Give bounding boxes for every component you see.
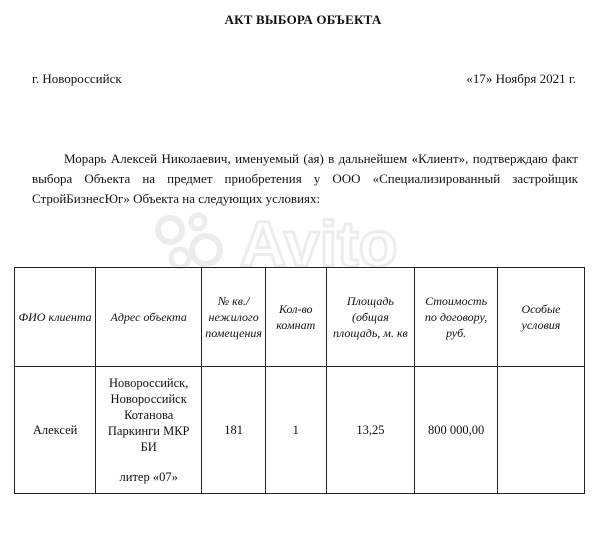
cell-rooms: 1: [265, 367, 326, 494]
intro-line-3: СтройБизнесЮг» Объекта на следующих условиях:: [32, 191, 321, 206]
header-unit-number: № кв./нежилого помещения: [202, 268, 266, 367]
table-header-row: [15, 268, 585, 367]
table-row: [15, 367, 585, 494]
header-address: Адрес объекта: [96, 268, 202, 367]
svg-text:Avito: Avito: [240, 208, 398, 280]
header-area: Площадь (общая площадь, м. кв: [326, 268, 415, 367]
intro-line-2: выбора Объекта на предмет приобретения у ООО «Специализированный застройщик: [32, 171, 578, 186]
cell-unit-number: 181: [202, 367, 266, 494]
cell-area: 13,25: [326, 367, 415, 494]
cell-special-terms: [497, 367, 584, 494]
cell-price: 800 000,00: [415, 367, 498, 494]
header-special-terms: Особые условия: [497, 268, 584, 367]
city-label: г. Новороссийск: [32, 71, 122, 86]
cell-address: Новороссийск, Новороссийск Котанова Паркинги МКР БИ литер «07»: [96, 367, 202, 494]
intro-line-1: Морарь Алексей Николаевич, именуемый (ая) в дальнейшем «Клиент», подтверждаю факт: [64, 151, 578, 166]
cell-client-name: Алексей: [15, 367, 96, 494]
date-label: «17» Ноября 2021 г.: [466, 71, 576, 86]
header-price: Стоимость по договору, руб.: [415, 268, 498, 367]
header-client-name: ФИО клиента: [15, 268, 96, 367]
object-table: [14, 267, 585, 494]
document-title: АКТ ВЫБОРА ОБЪЕКТА: [224, 12, 382, 27]
header-rooms: Кол-во комнат: [265, 268, 326, 367]
